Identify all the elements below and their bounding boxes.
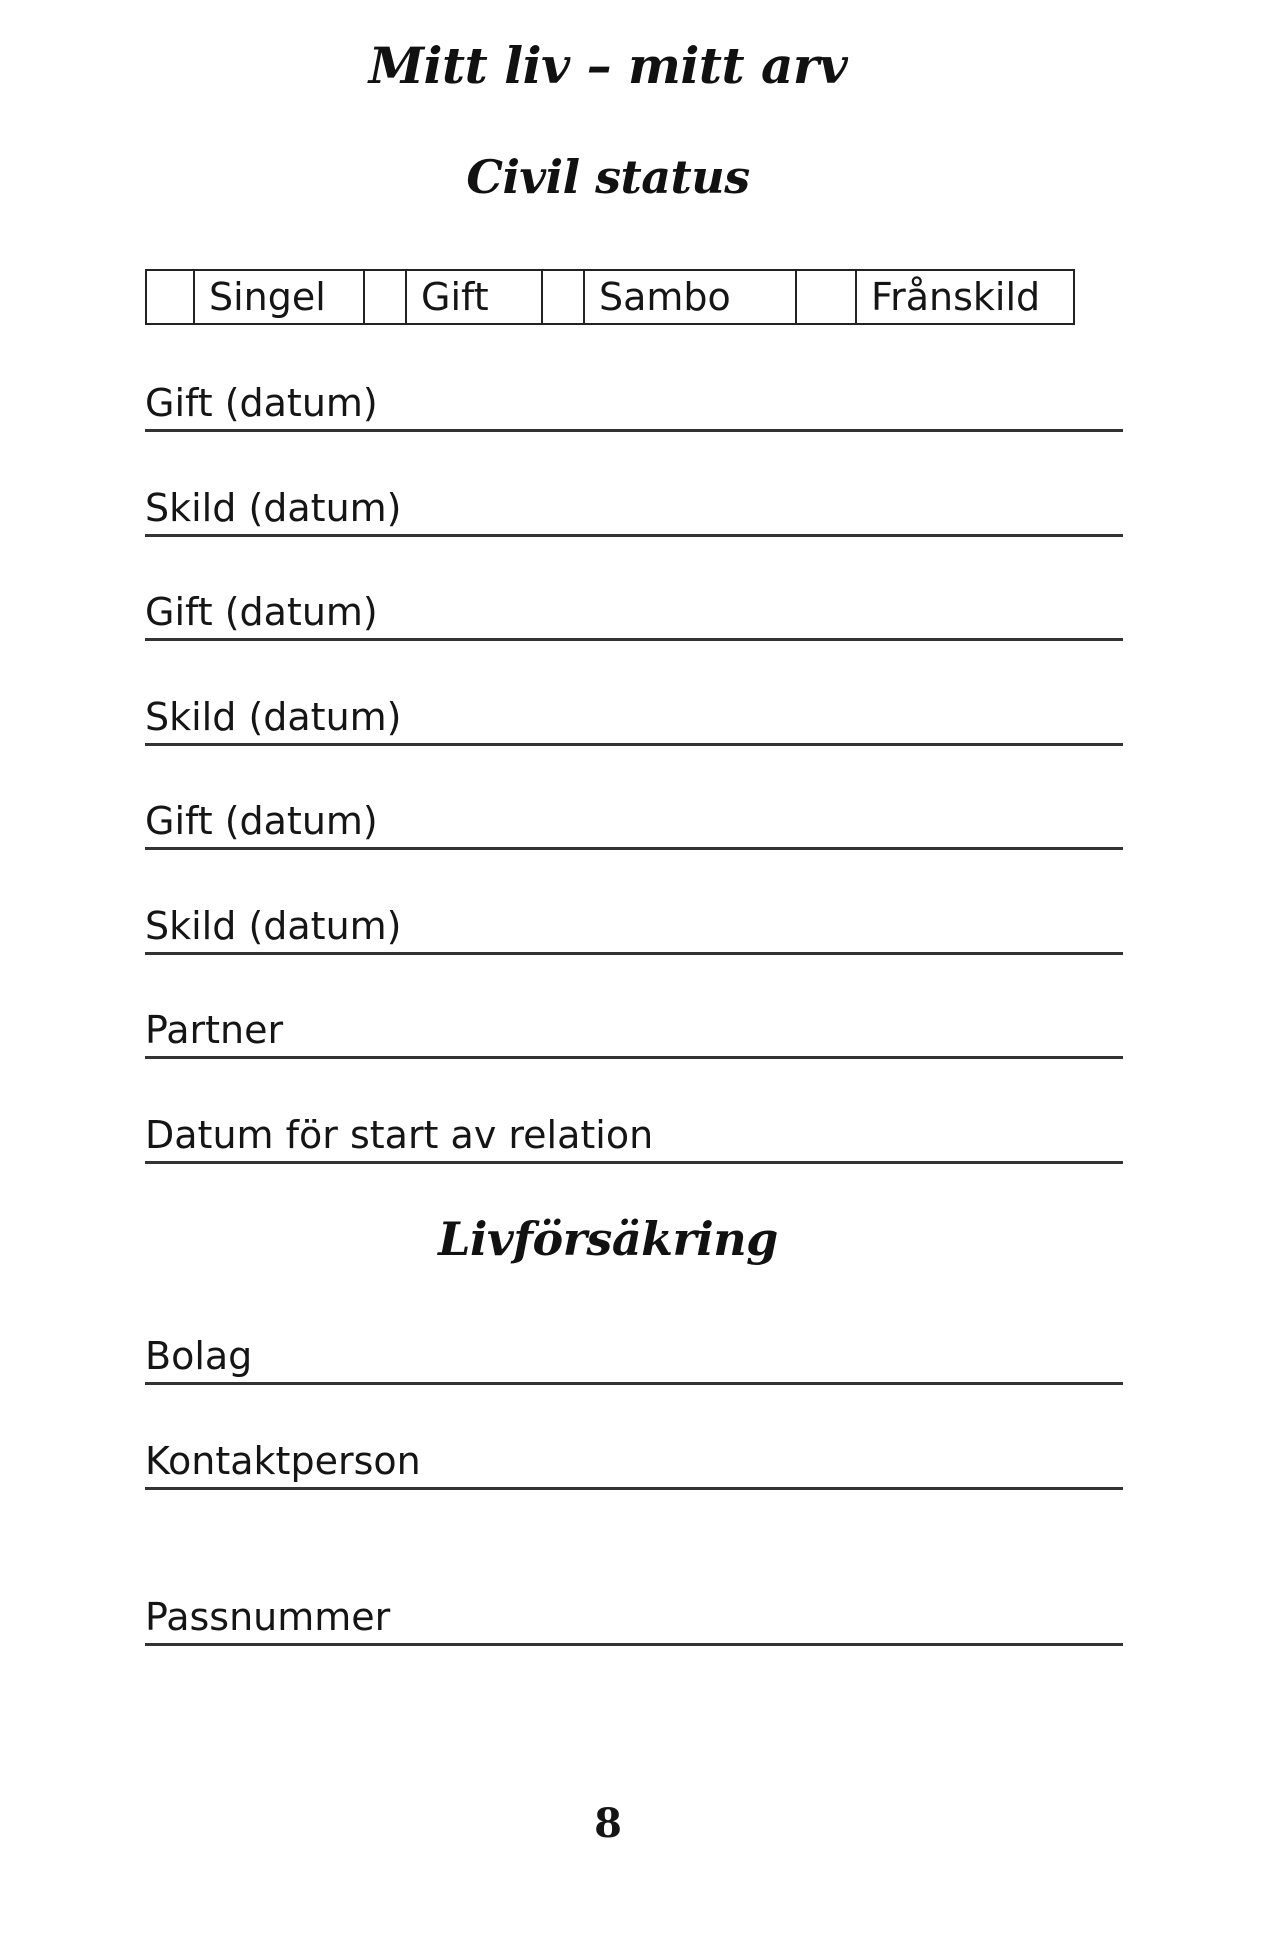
field-gift-datum-1[interactable] [145,372,1123,432]
field-label: Bolag [145,1334,256,1378]
checkbox-singel[interactable] [145,271,193,323]
field-bolag[interactable] [145,1325,1123,1385]
field-label: Kontaktperson [145,1439,425,1483]
field-skild-datum-3[interactable] [145,895,1123,955]
checkbox-sambo[interactable] [541,271,583,323]
field-partner[interactable] [145,999,1123,1059]
page-number: 8 [594,1800,622,1847]
field-label: Datum för start av relation [145,1113,657,1157]
field-label: Passnummer [145,1595,394,1639]
field-gift-datum-2[interactable] [145,581,1123,641]
field-kontaktperson[interactable] [145,1430,1123,1490]
field-label: Skild (datum) [145,695,406,739]
field-skild-datum-1[interactable] [145,477,1123,537]
field-label: Gift (datum) [145,799,382,843]
option-label-sambo: Sambo [583,271,795,323]
field-relation-start-date[interactable] [145,1104,1123,1164]
section-heading-livforsakring: Livförsäkring [438,1212,778,1266]
section-heading-civil-status: Civil status [466,150,750,204]
civil-status-table [145,269,1075,325]
field-skild-datum-2[interactable] [145,686,1123,746]
field-label: Partner [145,1008,287,1052]
field-passnummer[interactable] [145,1586,1123,1646]
checkbox-franskild[interactable] [795,271,855,323]
field-label: Skild (datum) [145,486,406,530]
field-label: Gift (datum) [145,590,382,634]
checkbox-gift[interactable] [363,271,405,323]
field-label: Gift (datum) [145,381,382,425]
page-title: Mitt liv – mitt arv [368,36,848,95]
option-label-franskild: Frånskild [855,271,1073,323]
option-label-singel: Singel [193,271,363,323]
field-gift-datum-3[interactable] [145,790,1123,850]
field-label: Skild (datum) [145,904,406,948]
option-label-gift: Gift [405,271,541,323]
